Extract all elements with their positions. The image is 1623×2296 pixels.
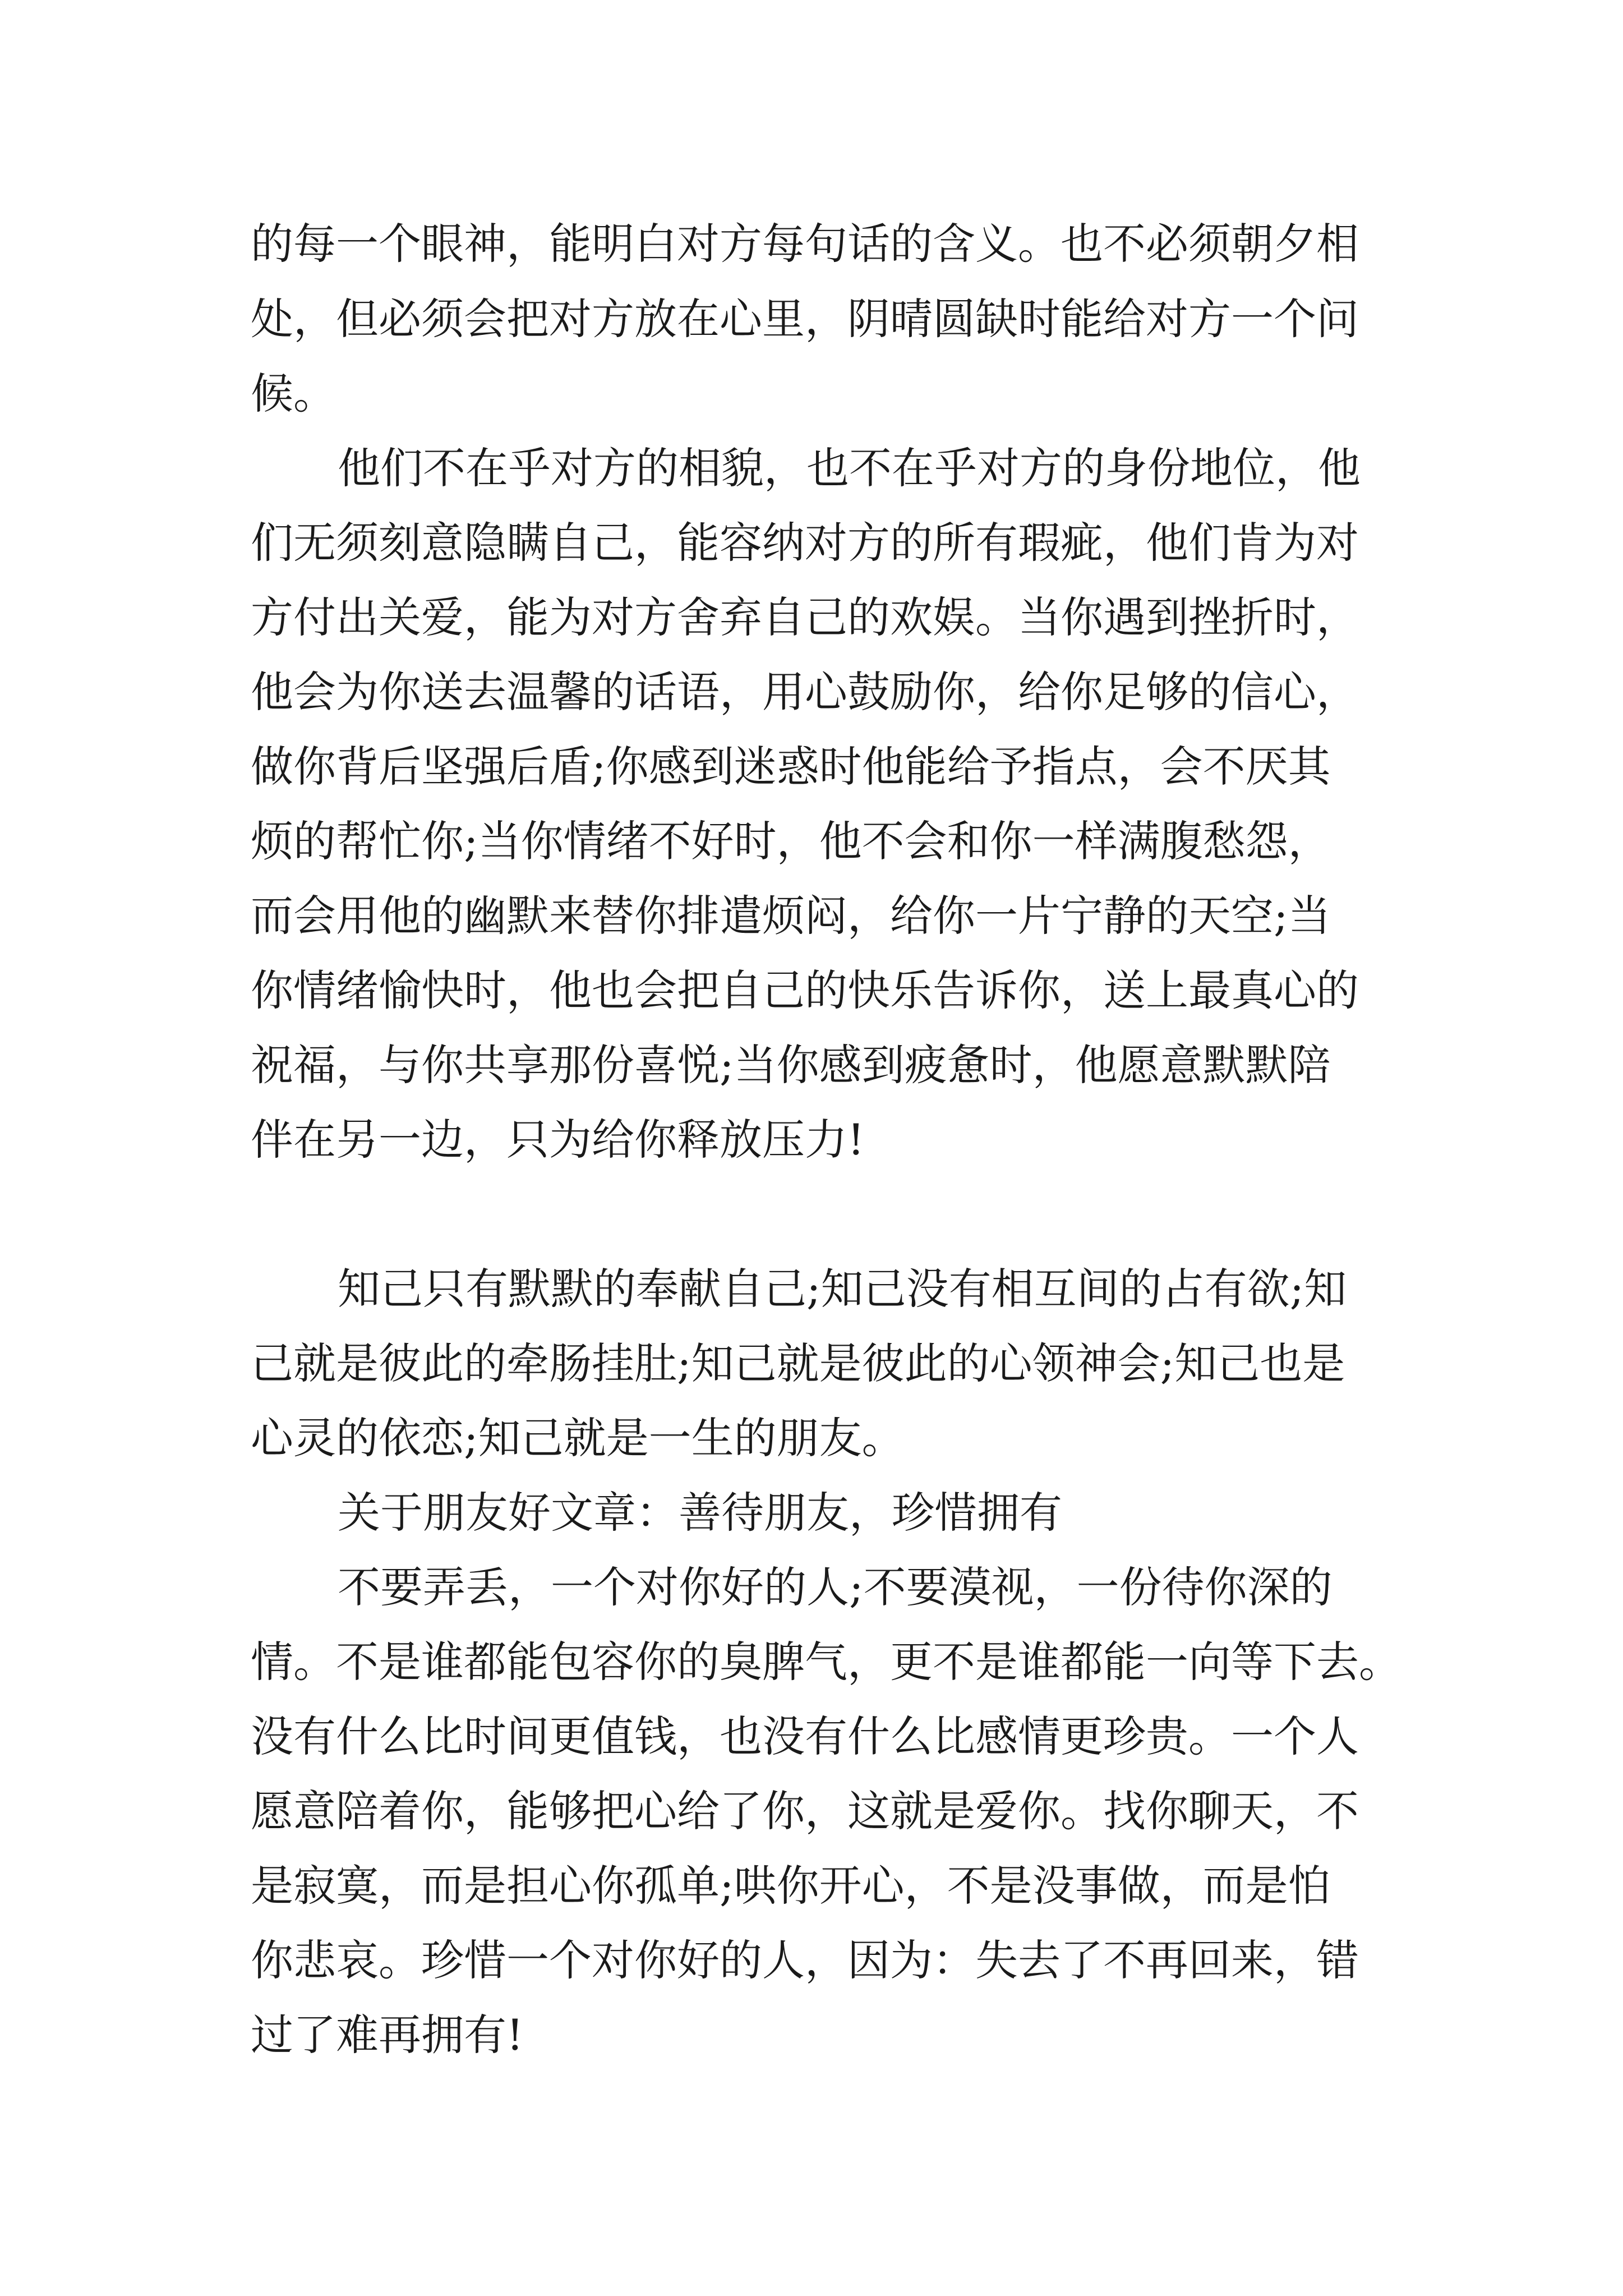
- paragraph-1-line-2: 处，但必须会把对方放在心里，阴晴圆缺时能给对方一个问: [251, 294, 1359, 344]
- paragraph-2-line-2: 们无须刻意隐瞒自己，能容纳对方的所有瑕疵，他们肯为对: [251, 518, 1359, 568]
- paragraph-2-line-6: 烦的帮忙你;当你情绪不好时，他不会和你一样满腹愁怨，: [251, 816, 1331, 866]
- paragraph-5-line-1: 不要弄丢，一个对你好的人;不要漠视，一份待你深的: [338, 1562, 1332, 1612]
- paragraph-3-line-2: 己就是彼此的牵肠挂肚;知己就是彼此的心领神会;知己也是: [251, 1338, 1345, 1388]
- paragraph-5-line-4: 愿意陪着你，能够把心给了你，这就是爱你。找你聊天，不: [251, 1786, 1359, 1836]
- paragraph-1-line-1: 的每一个眼神，能明白对方每句话的含义。也不必须朝夕相: [251, 219, 1359, 269]
- paragraph-5-line-6: 你悲哀。珍惜一个对你好的人，因为：失去了不再回来，错: [251, 1935, 1359, 1985]
- paragraph-3-line-3: 心灵的依恋;知己就是一生的朋友。: [251, 1413, 905, 1463]
- paragraph-2-line-1: 他们不在乎对方的相貌，也不在乎对方的身份地位，他: [338, 443, 1361, 493]
- paragraph-3-line-1: 知己只有默默的奉献自己;知己没有相互间的占有欲;知: [338, 1264, 1347, 1314]
- paragraph-5-line-2: 情。不是谁都能包容你的臭脾气，更不是谁都能一向等下去。: [251, 1637, 1401, 1687]
- paragraph-1-line-3: 候。: [251, 369, 336, 418]
- paragraph-5-line-5: 是寂寞，而是担心你孤单;哄你开心，不是没事做，而是怕: [251, 1861, 1331, 1911]
- section-heading: 关于朋友好文章：善待朋友，珍惜拥有: [338, 1488, 1062, 1538]
- paragraph-2-line-10: 伴在另一边，只为给你释放压力!: [251, 1115, 865, 1165]
- paragraph-5-line-7: 过了难再拥有!: [251, 2010, 524, 2060]
- paragraph-2-line-9: 祝福，与你共享那份喜悦;当你感到疲惫时，他愿意默默陪: [251, 1040, 1331, 1090]
- paragraph-5-line-3: 没有什么比时间更值钱，也没有什么比感情更珍贵。一个人: [251, 1711, 1359, 1761]
- paragraph-2-line-8: 你情绪愉快时，他也会把自己的快乐告诉你，送上最真心的: [251, 965, 1359, 1015]
- paragraph-2-line-7: 而会用他的幽默来替你排遣烦闷，给你一片宁静的天空;当: [251, 891, 1331, 941]
- paragraph-2-line-5: 做你背后坚强后盾;你感到迷惑时他能给予指点，会不厌其: [251, 742, 1331, 792]
- paragraph-2-line-3: 方付出关爱，能为对方舍弃自己的欢娱。当你遇到挫折时，: [251, 592, 1359, 642]
- paragraph-2-line-4: 他会为你送去温馨的话语，用心鼓励你，给你足够的信心，: [251, 667, 1359, 717]
